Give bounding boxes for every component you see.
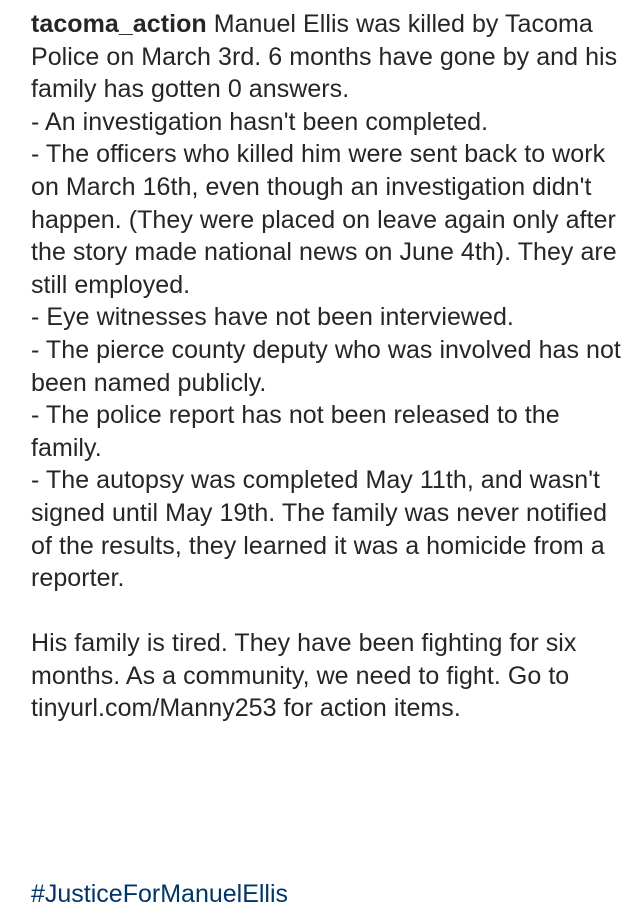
caption-intro-text: Manuel Ellis was killed by Tacoma Police on March 3rd. 6 months have gone by and his family has gotten 0 answers. <box>31 10 618 104</box>
post-caption <box>31 8 621 725</box>
username-link[interactable]: tacoma_action <box>31 10 207 38</box>
caption-bullet: - Eye witnesses have not been interviewed. <box>31 303 514 332</box>
hashtag-link[interactable]: #JusticeForManuelEllis <box>31 880 289 908</box>
caption-bullet-list <box>31 106 621 595</box>
caption-bullet: - An investigation hasn't been completed. <box>31 107 489 136</box>
paragraph-spacer <box>31 595 621 628</box>
caption-bullet: - The pierce county deputy who was involved has not been named publicly. <box>31 335 621 397</box>
caption-bullet: - The autopsy was completed May 11th, and wasn't signed until May 19th. The family was never notified of the results, they learned it was a homicide from a reporter. <box>31 466 608 593</box>
caption-bullet: - The officers who killed him were sent back to work on March 16th, even though an investigation didn't happen. (They were placed on leave again only after the story made national news on June 4th). They are still employed. <box>31 140 617 299</box>
caption-intro <box>31 8 621 106</box>
caption-bullet: - The police report has not been released to the family. <box>31 401 560 462</box>
caption-closing: His family is tired. They have been fighting for six months. As a community, we need to fight. Go to tinyurl.com/Manny253 for action items. <box>31 629 577 723</box>
